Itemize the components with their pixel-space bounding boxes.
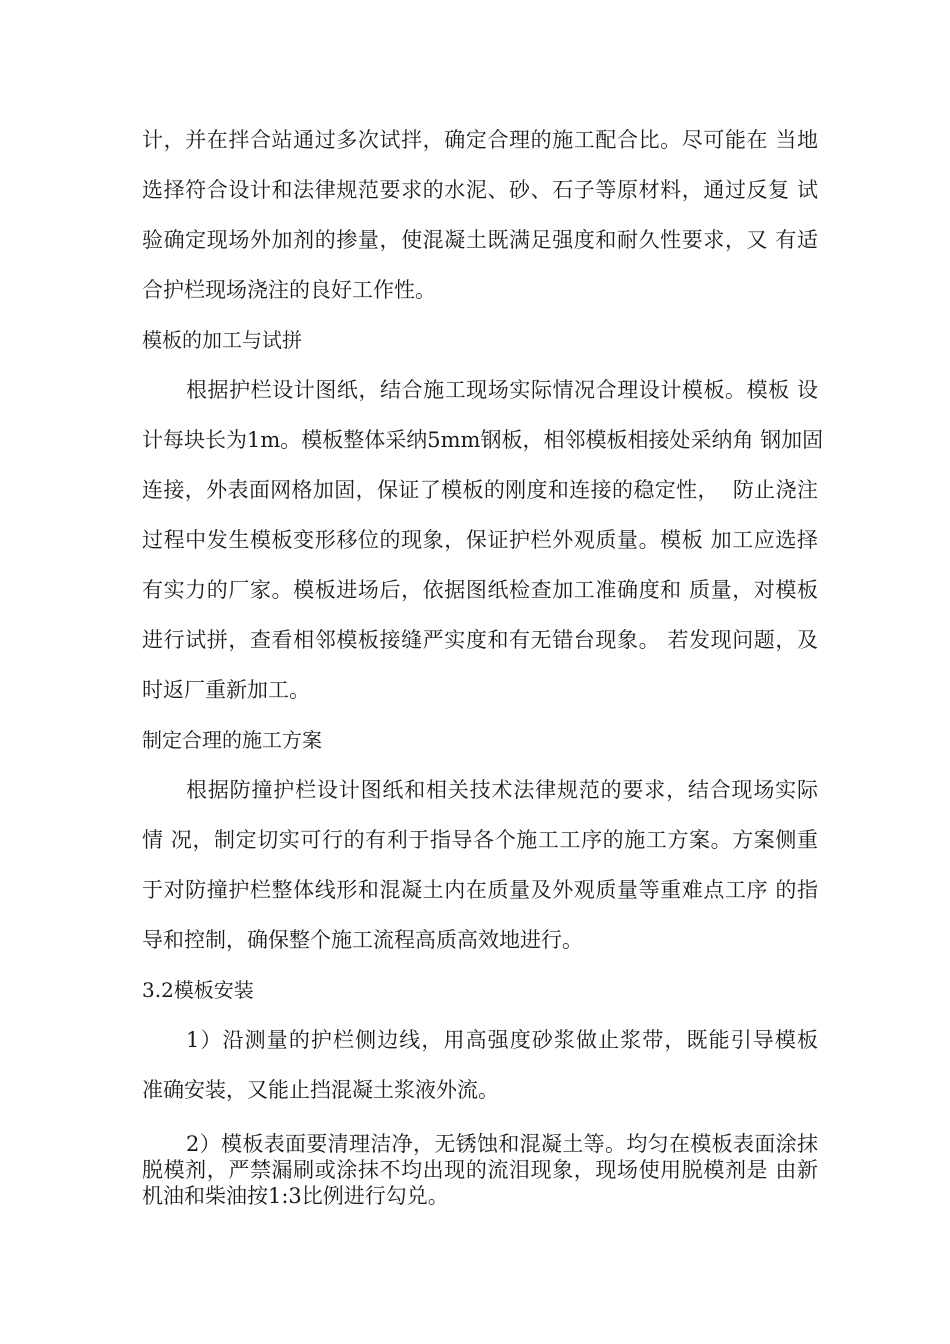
text-line: 连接，外表面网格加固，保证了模板的刚度和连接的稳定性， 防止浇注 [142, 478, 818, 502]
text-line: 导和控制，确保整个施工流程高质高效地进行。 [142, 928, 583, 952]
section-heading-formwork-processing: 模板的加工与试拼 [142, 328, 302, 352]
text-line: 验确定现场外加剂的掺量，使混凝土既满足强度和耐久性要求，又 有适 [142, 228, 818, 252]
text-line: 根据防撞护栏设计图纸和相关技术法律规范的要求，结合现场实际 [186, 778, 818, 802]
text-line: 进行试拼，查看相邻模板接缝严实度和有无错台现象。 若发现问题，及 [142, 628, 818, 652]
text-line: 准确安装，又能止挡混凝土浆液外流。 [142, 1078, 499, 1102]
text-line: 2）模板表面要清理洁净，无锈蚀和混凝土等。均匀在模板表面涂抹 [186, 1132, 818, 1156]
text-line: 计每块长为1m。模板整体采纳5mm钢板，相邻模板相接处采纳角 钢加固 [142, 428, 824, 452]
text-line: 于对防撞护栏整体线形和混凝土内在质量及外观质量等重难点工序 的指 [142, 878, 818, 902]
text-line: 根据护栏设计图纸，结合施工现场实际情况合理设计模板。模板 设 [186, 378, 818, 402]
text-line: 合护栏现场浇注的良好工作性。 [142, 278, 436, 302]
text-line: 有实力的厂家。模板进场后，依据图纸检查加工准确度和 质量，对模板 [142, 578, 818, 602]
section-heading-construction-plan: 制定合理的施工方案 [142, 728, 322, 752]
text-line: 时返厂重新加工。 [142, 678, 310, 702]
text-line: 选择符合设计和法律规范要求的水泥、砂、石子等原材料，通过反复 试 [142, 178, 818, 202]
text-line: 计，并在拌合站通过多次试拌，确定合理的施工配合比。尽可能在 当地 [142, 128, 818, 152]
text-line: 1）沿测量的护栏侧边线，用高强度砂浆做止浆带，既能引导模板 [186, 1028, 818, 1052]
text-line: 脱模剂，严禁漏刷或涂抹不均出现的流泪现象，现场使用脱模剂是 由新 [142, 1158, 818, 1182]
section-heading-formwork-installation: 3.2模板安装 [142, 978, 254, 1002]
text-line: 机油和柴油按1:3比例进行勾兑。 [142, 1184, 449, 1208]
text-line: 情 况，制定切实可行的有利于指导各个施工工序的施工方案。方案侧重 [142, 828, 818, 852]
text-line: 过程中发生模板变形移位的现象，保证护栏外观质量。模板 加工应选择 [142, 528, 818, 552]
